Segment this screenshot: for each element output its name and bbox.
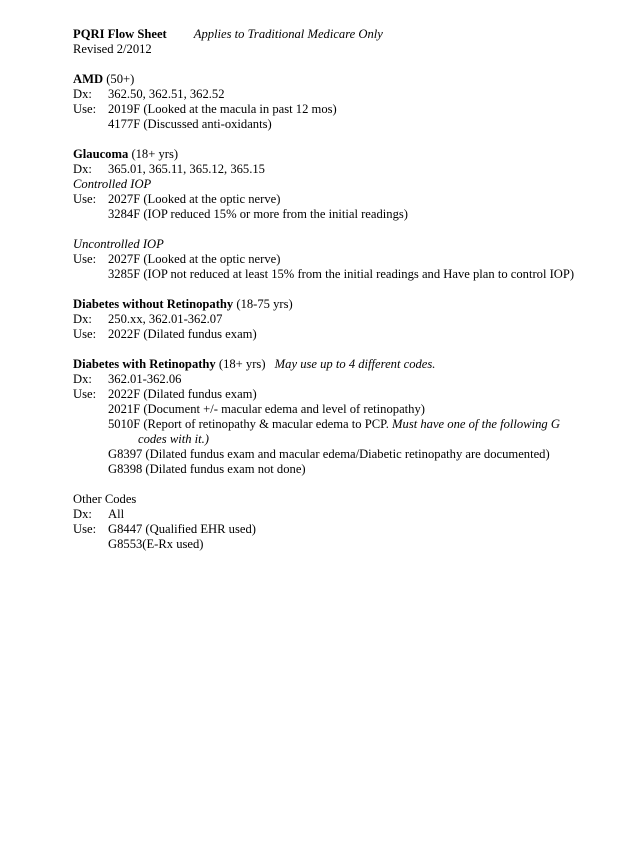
use-row-uncontrolled-iop [73, 252, 583, 267]
use-row-diabetes-with-retinopathy [73, 387, 583, 402]
page-title: PQRI Flow Sheet [73, 27, 167, 41]
dx-value: All [108, 507, 125, 521]
document-header [73, 26, 583, 42]
spacer [73, 222, 583, 237]
use-code-entry: G8447 (Qualified EHR used) [108, 522, 256, 536]
use-code-entry: 3284F (IOP reduced 15% or more from the initial readings) [108, 207, 408, 221]
use-row-other-codes-2 [73, 537, 583, 552]
dx-label: Dx: [73, 372, 92, 386]
use-code-entry: 2027F (Looked at the optic nerve) [108, 252, 281, 266]
use-row-other-codes [73, 522, 583, 537]
section-qualifier: (18-75 yrs) [236, 297, 293, 311]
section-note: May use up to 4 different codes. [274, 357, 436, 371]
use-row-controlled-iop-2 [73, 207, 583, 222]
section-heading-diabetes-without-retinopathy [73, 297, 583, 312]
use-label: Use: [73, 252, 97, 266]
use-row-controlled-iop [73, 192, 583, 207]
document-body [73, 26, 583, 552]
section-qualifier: (18+ yrs) [131, 147, 179, 161]
use-row-diabetes-with-retinopathy-4 [73, 447, 583, 462]
dx-label: Dx: [73, 87, 92, 101]
use-row-amd [73, 102, 583, 117]
section-qualifier: (18+ yrs) [218, 357, 266, 371]
use-label: Use: [73, 102, 97, 116]
use-code-entry: 2019F (Looked at the macula in past 12 mos) [108, 102, 337, 116]
subsection-heading-controlled-iop: Controlled IOP [73, 177, 152, 191]
use-code-entry: 2022F (Dilated fundus exam) [108, 387, 257, 401]
dx-label: Dx: [73, 162, 92, 176]
use-label: Use: [73, 192, 97, 206]
dx-row-diabetes-with-retinopathy [73, 372, 583, 387]
use-row-diabetes-with-retinopathy-3 [73, 417, 583, 447]
page-subtitle: Applies to Traditional Medicare Only [193, 27, 383, 41]
dx-row-diabetes-without-retinopathy [73, 312, 583, 327]
dx-row-glaucoma [73, 162, 583, 177]
use-row-diabetes-with-retinopathy-5 [73, 462, 583, 477]
use-code-entry: 2027F (Looked at the optic nerve) [108, 192, 281, 206]
use-label: Use: [73, 387, 97, 401]
use-code-entry: G8553(E-Rx used) [108, 537, 204, 551]
spacer [73, 57, 583, 72]
section-heading-amd [73, 72, 583, 87]
use-code-entry: G8397 (Dilated fundus exam and macular edema/Diabetic retinopathy are documented) [108, 447, 550, 461]
section-qualifier: (50+) [106, 72, 135, 86]
revision-date: Revised 2/2012 [73, 42, 152, 56]
spacer [73, 282, 583, 297]
dx-value: 362.01-362.06 [108, 372, 182, 386]
use-code-entry: 3285F (IOP not reduced at least 15% from the initial readings and Have plan to control IOP) [108, 267, 575, 281]
section-name: Glaucoma [73, 147, 129, 161]
section-heading-other-codes: Other Codes [73, 492, 137, 506]
section-name: AMD [73, 72, 104, 86]
dx-label: Dx: [73, 312, 92, 326]
dx-row-amd [73, 87, 583, 102]
use-code-entry: 4177F (Discussed anti-oxidants) [108, 117, 272, 131]
dx-row-other-codes [73, 507, 583, 522]
dx-value: 250.xx, 362.01-362.07 [108, 312, 223, 326]
use-row-uncontrolled-iop-2 [73, 267, 583, 282]
spacer [73, 477, 583, 492]
section-name: Diabetes without Retinopathy [73, 297, 234, 311]
use-code-text-plain: 5010F (Report of retinopathy & macular edema to PCP. [108, 417, 389, 431]
dx-label: Dx: [73, 507, 92, 521]
use-row-amd-2 [73, 117, 583, 132]
spacer [73, 342, 583, 357]
use-code-entry [108, 417, 583, 447]
dx-value: 365.01, 365.11, 365.12, 365.15 [108, 162, 265, 176]
use-code-entry: 2022F (Dilated fundus exam) [108, 327, 257, 341]
section-heading-diabetes-with-retinopathy [73, 357, 583, 372]
use-code-entry: G8398 (Dilated fundus exam not done) [108, 462, 306, 476]
subsection-heading-uncontrolled-iop: Uncontrolled IOP [73, 237, 164, 251]
use-label: Use: [73, 327, 97, 341]
use-code-text-italic: Must have one of the following G codes with it.) [138, 417, 560, 446]
dx-value: 362.50, 362.51, 362.52 [108, 87, 225, 101]
section-heading-glaucoma [73, 147, 583, 162]
use-code-entry: 2021F (Document +/- macular edema and level of retinopathy) [108, 402, 425, 416]
use-label: Use: [73, 522, 97, 536]
section-name: Diabetes with Retinopathy [73, 357, 216, 371]
use-row-diabetes-with-retinopathy-2 [73, 402, 583, 417]
use-row-diabetes-without-retinopathy [73, 327, 583, 342]
spacer [73, 132, 583, 147]
